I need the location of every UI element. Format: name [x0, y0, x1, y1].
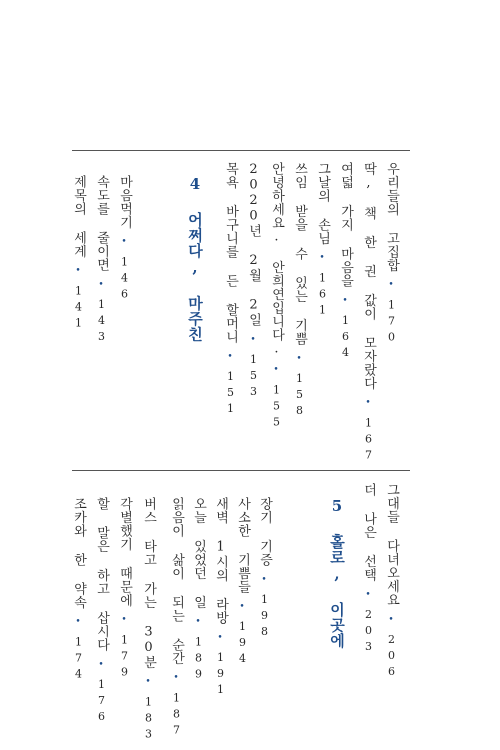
- entry-title: 그날의 손님: [315, 162, 330, 245]
- entry-page: 191: [214, 651, 227, 699]
- entry-page: 187: [170, 691, 183, 740]
- separator-dot: •: [96, 279, 106, 290]
- entry-title: 우리들의 고집합: [384, 162, 399, 272]
- section-divider-bottom: [72, 470, 410, 471]
- toc-entry: [258, 497, 271, 641]
- toc-entry: [293, 162, 306, 420]
- chapter-title: 4 어쩌다, 마주친: [186, 175, 204, 342]
- toc-entry: [362, 162, 375, 465]
- entry-page: 158: [293, 372, 306, 420]
- separator-dot: •: [193, 617, 203, 628]
- separator-dot: •: [386, 614, 396, 625]
- entry-title: 사소한 기쁨들: [235, 497, 250, 594]
- entry-title: 안녕하세요. 안희연입니다.: [269, 162, 284, 357]
- separator-dot: •: [340, 295, 350, 306]
- entry-title: 새벽 1시의 라방: [213, 497, 228, 625]
- entry-title: 각별했기 때문에: [117, 497, 132, 607]
- entry-title: 조카와 한 약속: [71, 497, 86, 609]
- entry-title: 쓰임 받을 수 있는 기쁨: [292, 162, 307, 346]
- toc-entry: [95, 497, 108, 726]
- entry-title: 여덟 가지 마음을: [338, 162, 353, 288]
- separator-dot: •: [73, 617, 83, 628]
- entry-page: 203: [362, 608, 375, 656]
- toc-entry: [270, 162, 283, 432]
- entry-title: 오늘 있었던 일: [191, 497, 206, 609]
- entry-page: 143: [95, 298, 108, 346]
- separator-dot: •: [119, 237, 129, 248]
- toc-entry: [192, 497, 205, 684]
- entry-page: 176: [95, 678, 108, 726]
- separator-dot: •: [271, 365, 281, 376]
- separator-dot: •: [317, 253, 327, 264]
- toc-entry: [170, 497, 183, 740]
- toc-entry: [385, 162, 398, 347]
- toc-entry: [362, 483, 375, 656]
- entry-title: 버스 타고 가는 30분: [141, 497, 156, 669]
- separator-dot: •: [363, 398, 373, 409]
- entry-title: 할 말은 하고 삽시다: [94, 497, 109, 652]
- entry-title: 제목의 세계: [71, 175, 86, 258]
- toc-entry: [316, 162, 329, 320]
- entry-page: 183: [142, 695, 155, 744]
- toc-entry: [247, 162, 260, 401]
- separator-dot: •: [248, 334, 258, 345]
- toc-entry: [142, 497, 155, 744]
- toc-entry: [236, 497, 249, 668]
- separator-dot: •: [386, 280, 396, 291]
- toc-entry: [72, 497, 85, 684]
- chapter-heading: [187, 175, 202, 342]
- entry-page: 198: [258, 593, 271, 641]
- separator-dot: •: [96, 659, 106, 670]
- entry-page: 179: [118, 633, 131, 682]
- entry-page: 151: [224, 370, 237, 418]
- toc-entry: [385, 483, 398, 681]
- separator-dot: •: [171, 673, 181, 684]
- separator-dot: •: [143, 677, 153, 688]
- entry-page: 206: [385, 633, 398, 681]
- entry-page: 174: [72, 635, 85, 684]
- separator-dot: •: [119, 615, 129, 626]
- entry-title: 마음먹기: [117, 175, 132, 229]
- separator-dot: •: [225, 351, 235, 362]
- entry-page: 189: [192, 635, 205, 684]
- entry-page: 170: [385, 298, 398, 347]
- chapter-title: 5 홀로, 이곳에: [328, 497, 346, 649]
- entry-page: 164: [339, 314, 352, 362]
- toc-entry: [118, 175, 131, 304]
- entry-title: 2020년 2월 2일: [246, 162, 261, 327]
- entry-title: 딱, 책 한 권 값이 모자랐다: [361, 162, 376, 390]
- entry-title: 읽음이 삶이 되는 순간: [169, 497, 184, 665]
- section-divider-top: [72, 150, 410, 151]
- toc-entry: [72, 175, 85, 333]
- entry-title: 목욕 바구니를 든 할머니: [223, 162, 238, 344]
- entry-page: 167: [362, 416, 375, 465]
- toc-entry: [224, 162, 237, 418]
- entry-title: 장기 기증: [257, 497, 272, 567]
- toc-entry: [118, 497, 131, 682]
- entry-title: 그대들 다녀오세요: [384, 483, 399, 607]
- separator-dot: •: [73, 266, 83, 277]
- toc-entry: [339, 162, 352, 362]
- entry-page: 146: [118, 255, 131, 304]
- entry-title: 속도를 줄이면: [94, 175, 109, 272]
- toc-entry: [95, 175, 108, 346]
- separator-dot: •: [237, 601, 247, 612]
- separator-dot: •: [259, 574, 269, 585]
- entry-page: 153: [247, 353, 260, 401]
- toc-entry: [214, 497, 227, 699]
- entry-page: 161: [316, 271, 329, 320]
- entry-page: 141: [72, 284, 85, 333]
- separator-dot: •: [294, 353, 304, 364]
- separator-dot: •: [363, 589, 373, 600]
- chapter-heading: [329, 497, 344, 649]
- entry-title: 더 나은 선택: [361, 483, 376, 582]
- entry-page: 194: [236, 620, 249, 668]
- separator-dot: •: [215, 632, 225, 643]
- entry-page: 155: [270, 383, 283, 432]
